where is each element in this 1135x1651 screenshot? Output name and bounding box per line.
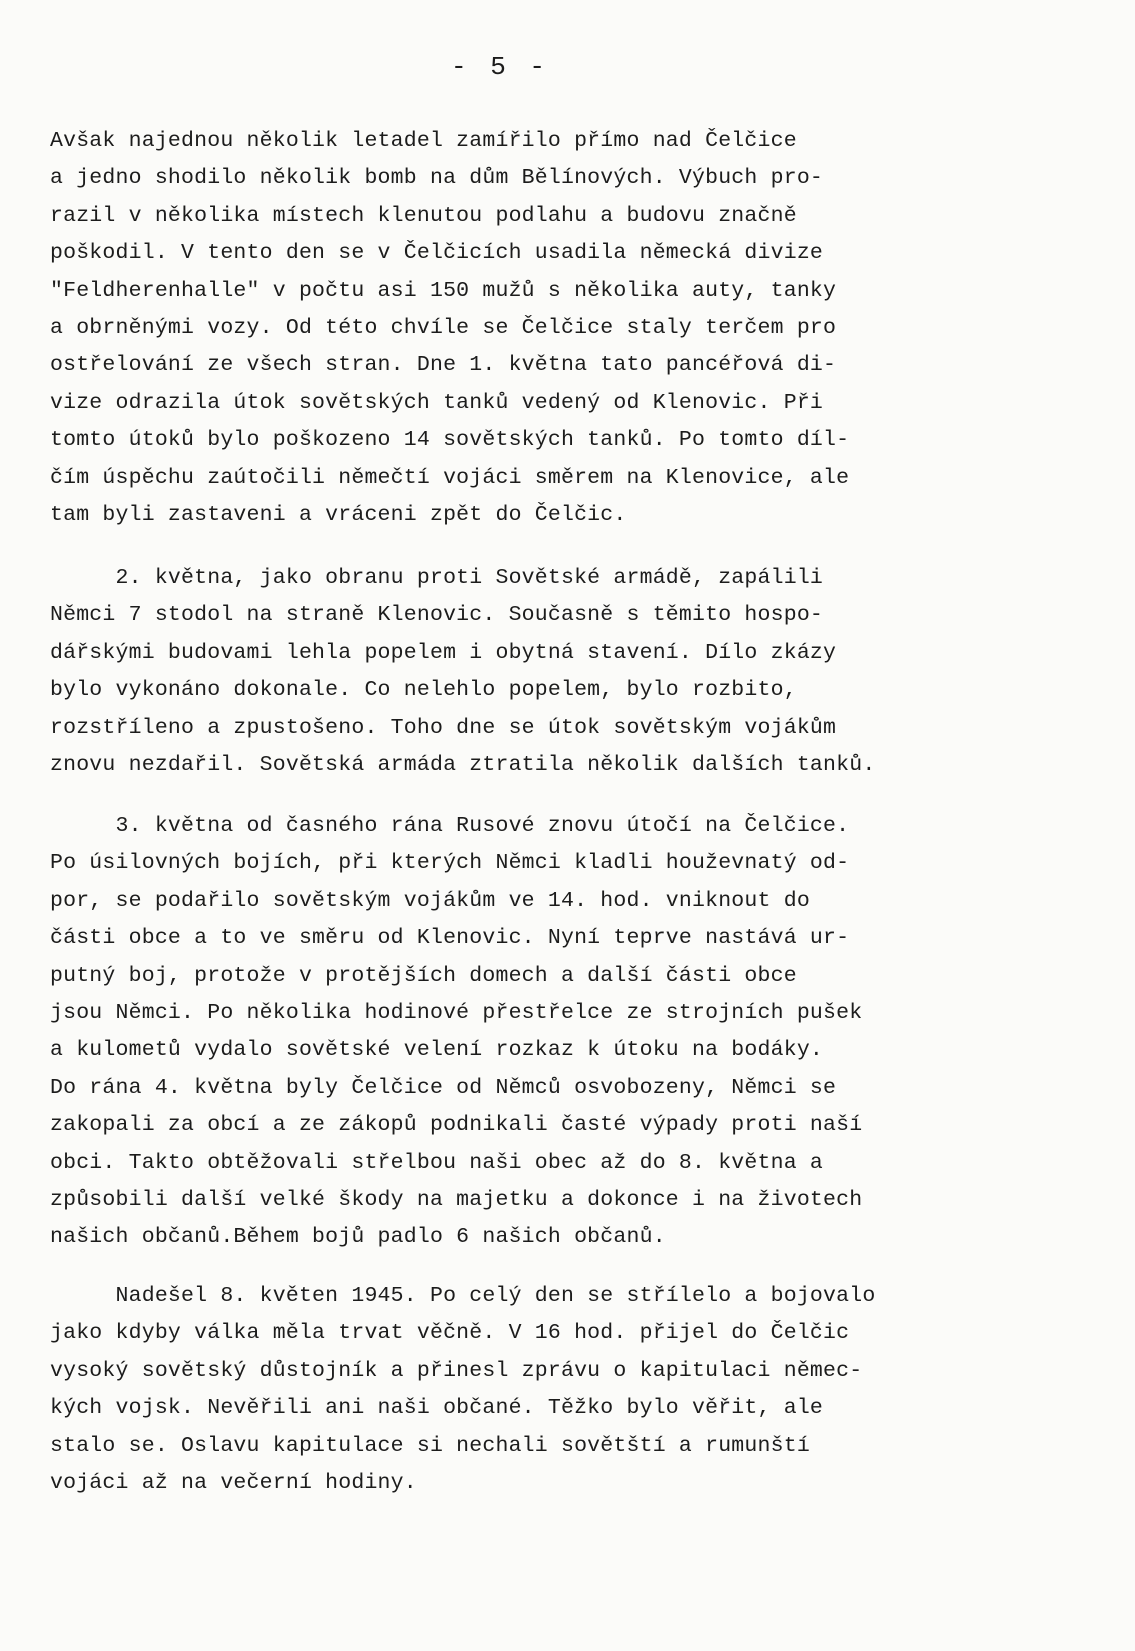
paragraph-2 <box>50 560 1080 784</box>
text-line: dářskými budovami lehla popelem i obytná stavení. Dílo zkázy <box>50 640 837 665</box>
text-line: zakopali za obcí a ze zákopů podnikali časté výpady proti naší <box>50 1113 863 1138</box>
text-line: Němci 7 stodol na straně Klenovic. Současně s těmito hospo- <box>50 603 824 628</box>
text-line: obci. Takto obtěžovali střelbou naši obec až do 8. května a <box>50 1150 824 1175</box>
text-line: por, se podařilo sovětským vojákům ve 14. hod. vniknout do <box>50 888 810 913</box>
text-line: Do rána 4. května byly Čelčice od Němců osvobozeny, Němci se <box>50 1075 837 1100</box>
text-line: jako kdyby válka měla trvat věčně. V 16 hod. přijel do Čelčic <box>50 1321 850 1346</box>
text-line: poškodil. V tento den se v Čelčicích usadila německá divize <box>50 241 824 266</box>
text-line: vize odrazila útok sovětských tanků vedený od Klenovic. Při <box>50 390 824 415</box>
text-line: Nadešel 8. květen 1945. Po celý den se střílelo a bojovalo <box>50 1284 876 1308</box>
text-line: kých vojsk. Nevěřili ani naši občané. Těžko bylo věřit, ale <box>50 1396 824 1421</box>
page-number: - 5 - <box>450 52 549 82</box>
text-line: vysoký sovětský důstojník a přinesl zprávu o kapitulaci němec- <box>50 1358 863 1383</box>
text-line: bylo vykonáno dokonale. Co nelehlo popelem, bylo rozbito, <box>50 678 797 703</box>
text-line: stalo se. Oslavu kapitulace si nechali sovětští a rumunští <box>50 1433 810 1458</box>
text-line: našich občanů.Během bojů padlo 6 našich občanů. <box>50 1225 666 1250</box>
paragraph-4 <box>50 1278 1080 1502</box>
text-line: "Feldherenhalle" v počtu asi 150 mužů s několika auty, tanky <box>50 278 837 303</box>
text-line: Po úsilovných bojích, při kterých Němci kladli houževnatý od- <box>50 851 850 876</box>
text-line: vojáci až na večerní hodiny. <box>50 1470 417 1495</box>
text-line: znovu nezdařil. Sovětská armáda ztratila několik dalších tanků. <box>50 752 876 777</box>
text-line: 2. května, jako obranu proti Sovětské armádě, zapálili <box>50 566 824 590</box>
text-line: putný boj, protože v protějších domech a další části obce <box>50 963 797 988</box>
text-line: jsou Němci. Po několika hodinové přestřelce ze strojních pušek <box>50 1000 863 1025</box>
text-line: 3. května od časného rána Rusové znovu útočí na Čelčice. <box>50 814 850 838</box>
text-line: a jedno shodilo několik bomb na dům Bělínových. Výbuch pro- <box>50 166 824 191</box>
text-line: ostřelování ze všech stran. Dne 1. května tato pancéřová di- <box>50 353 837 378</box>
text-line: čím úspěchu zaútočili němečtí vojáci směrem na Klenovice, ale <box>50 465 850 490</box>
text-line: tam byli zastaveni a vráceni zpět do Čelčic. <box>50 502 627 527</box>
paragraph-1 <box>50 123 1080 534</box>
paragraph-3 <box>50 808 1080 1257</box>
text-line: tomto útoků bylo poškozeno 14 sovětských tanků. Po tomto díl- <box>50 428 850 453</box>
text-line: způsobili další velké škody na majetku a dokonce i na životech <box>50 1187 863 1212</box>
text-line: a obrněnými vozy. Od této chvíle se Čelčice staly terčem pro <box>50 315 837 340</box>
text-line: a kulometů vydalo sovětské velení rozkaz k útoku na bodáky. <box>50 1038 824 1063</box>
text-line: rozstříleno a zpustošeno. Toho dne se útok sovětským vojákům <box>50 715 837 740</box>
text-line: Avšak najednou několik letadel zamířilo přímo nad Čelčice <box>50 129 797 153</box>
text-line: razil v několika místech klenutou podlahu a budovu značně <box>50 203 797 228</box>
text-line: části obce a to ve směru od Klenovic. Nyní teprve nastává ur- <box>50 926 850 951</box>
